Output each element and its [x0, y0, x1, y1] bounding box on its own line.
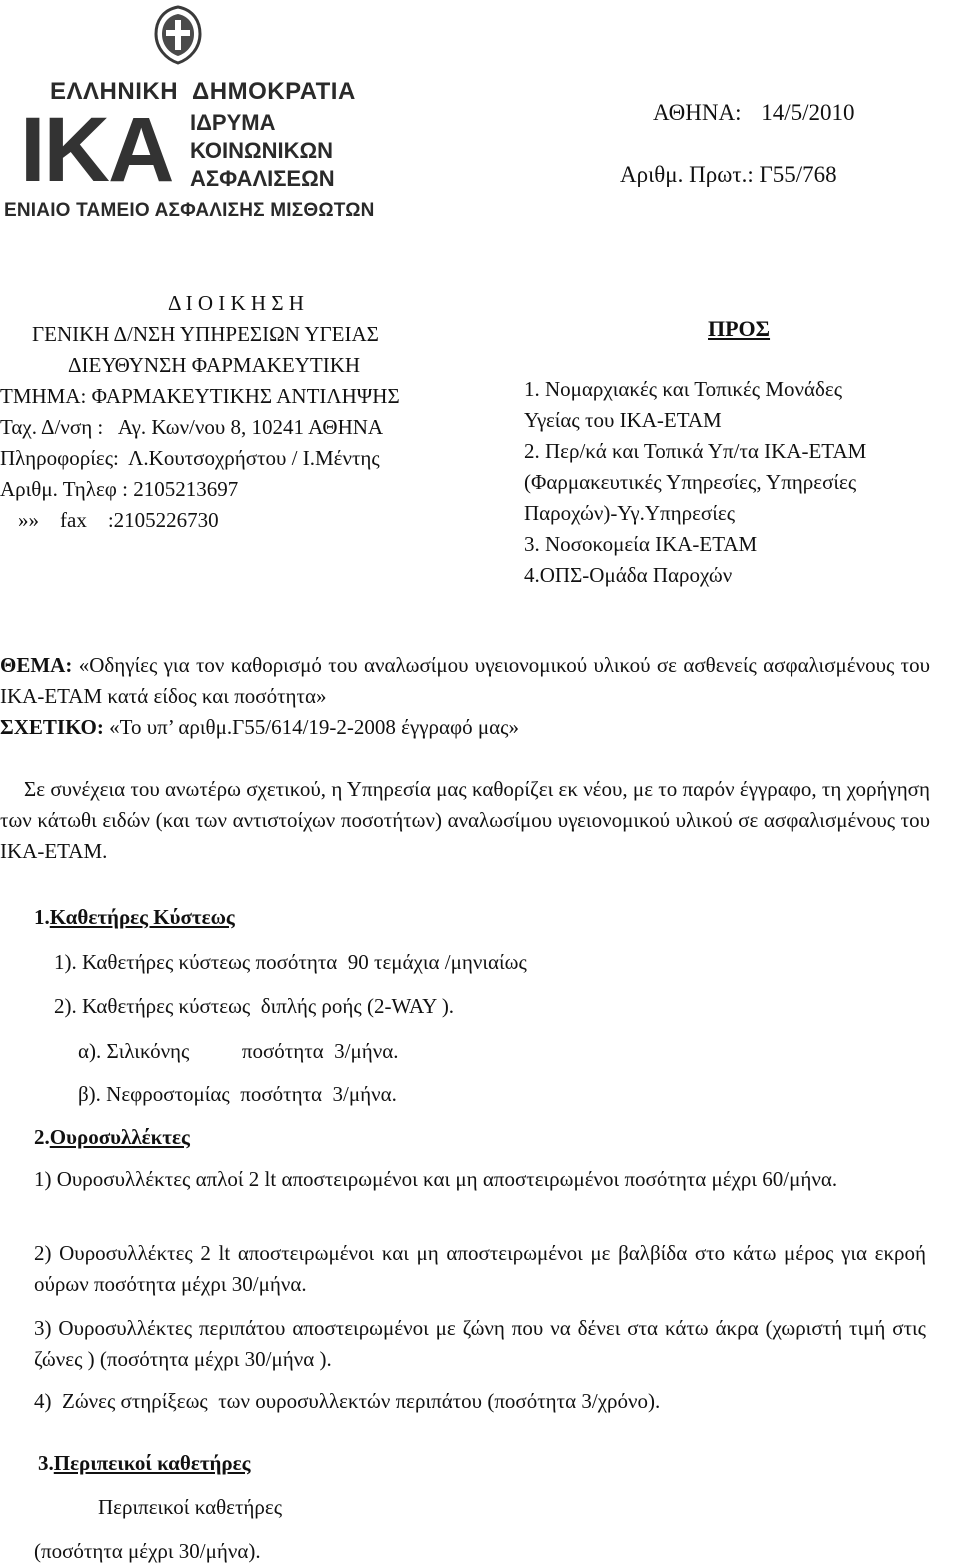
section3-line: Περιπεικοί καθετήρες [98, 1495, 283, 1519]
date-value: 14/5/2010 [761, 100, 855, 125]
section1-item: α). Σιλικόνης ποσότητα 3/μήνα. [78, 1039, 399, 1063]
recipient-line: Υγείας του ΙΚΑ-ΕΤΑΜ [524, 408, 722, 432]
recipients-heading: ΠΡΟΣ [708, 316, 771, 341]
protocol-number: Αριθμ. Πρωτ.: Γ55/768 [620, 162, 837, 187]
subject-text: «Οδηγίες για τον καθορισμό του αναλωσίμου υγειονομικού υλικού σε ασθενείς ασφαλισμένους του ΙΚΑ-ΕΤΑΜ κατά είδος και ποσότητα» [0, 653, 931, 708]
section1-item: 2). Καθετήρες κύστεως διπλής ροής (2-WAY ). [54, 994, 455, 1018]
section1-title: Καθετήρες Κύστεως [49, 905, 235, 929]
section2-item: 4) Ζώνες στηρίξεως των ουροσυλλεκτών περιπάτου (ποσότητα 3/χρόνο). [34, 1389, 661, 1413]
sender-line: Δ Ι Ο Ι Κ Η Σ Η [168, 291, 304, 315]
recipient-line: (Φαρμακευτικές Υπηρεσίες, Υπηρεσίες [524, 470, 857, 494]
section1-item: β). Νεφροστομίας ποσότητα 3/μήνα. [78, 1082, 397, 1106]
logo-line1: ΕΛΛΗΝΙΚΗ [50, 78, 179, 105]
subject-label: ΘΕΜΑ: [0, 653, 73, 677]
section3-heading [38, 1451, 251, 1476]
logo-org-line3: ΑΣΦΑΛΙΣΕΩΝ [190, 166, 335, 191]
section1-item: 1). Καθετήρες κύστεως ποσότητα 90 τεμάχια /μηνιαίως [54, 950, 527, 974]
section2-item: 3) Ουροσυλλέκτες περιπάτου αποστειρωμένοι με ζώνη που να δένει στα κάτω άκρα (χωριστή τιμή στις ζώνες ) (ποσότητα μέχρι 30/μήνα ). [34, 1316, 926, 1371]
sender-line: ΤΜΗΜΑ: ΦΑΡΜΑΚΕΥΤΙΚΗΣ ΑΝΤΙΛΗΨΗΣ [0, 384, 400, 408]
logo-org-line2: ΚΟΙΝΩΝΙΚΩΝ [190, 138, 334, 163]
section1-heading [34, 905, 235, 930]
date-label: ΑΘΗΝΑ: [653, 100, 742, 125]
logo-bottom: ΕΝΙΑΙΟ ΤΑΜΕΙΟ ΑΣΦΑΛΙΣΗΣ ΜΙΣΘΩΤΩΝ [4, 200, 375, 221]
sender-line: »» fax :2105226730 [18, 508, 219, 532]
coat-of-arms-icon [148, 4, 208, 66]
recipient-line: 3. Νοσοκομεία ΙΚΑ-ΕΤΑΜ [524, 532, 758, 556]
logo-ika: ΙΚΑ [20, 99, 173, 201]
section3-number: 3. [38, 1451, 54, 1475]
sender-line: Αριθμ. Τηλεφ : 2105213697 [0, 477, 239, 501]
section3-line: (ποσότητα μέχρι 30/μήνα). [34, 1539, 261, 1563]
section2-item: 1) Ουροσυλλέκτες απλοί 2 lt αποστειρωμένοι και μη αποστειρωμένοι ποσότητα μέχρι 60/μήνα. [34, 1167, 838, 1191]
org-logo [0, 0, 400, 230]
recipient-line: 2. Περ/κά και Τοπικά Υπ/τα ΙΚΑ-ΕΤΑΜ [524, 439, 867, 463]
section2-title: Ουροσυλλέκτες [49, 1125, 190, 1149]
section2-number: 2. [34, 1125, 50, 1149]
recipient-line: Παροχών)-Υγ.Υπηρεσίες [524, 501, 736, 525]
related-block [0, 712, 519, 743]
date-line [653, 100, 855, 126]
section1-number: 1. [34, 905, 50, 929]
logo-org-line1: ΙΔΡΥΜΑ [190, 110, 276, 135]
sender-line: ΔΙΕΥΘΥΝΣΗ ΦΑΡΜΑΚΕΥΤΙΚΗ [68, 353, 361, 377]
subject-block [0, 650, 930, 712]
section3-title: Περιπεικοί καθετήρες [53, 1451, 251, 1475]
sender-line: Ταχ. Δ/νση : Αγ. Κων/νου 8, 10241 ΑΘΗΝΑ [0, 415, 384, 439]
section2-heading [34, 1125, 190, 1150]
recipient-line: 1. Νομαρχιακές και Τοπικές Μονάδες [524, 377, 843, 401]
sender-line: Πληροφορίες: Λ.Κουτσοχρήστου / Ι.Μέντης [0, 446, 380, 470]
logo-line2: ΔΗΜΟΚΡΑΤΙΑ [192, 78, 356, 105]
intro-paragraph: Σε συνέχεια του ανωτέρω σχετικού, η Υπηρεσία μας καθορίζει εκ νέου, με το παρόν έγγραφο, τη χορήγηση των κάτωθι ειδών (και των αντιστοίχων ποσοτήτων) αναλωσίμου υγειονομικού υλικού σε ασφαλισμένους του ΙΚΑ-ΕΤΑΜ. [0, 777, 930, 863]
related-text: «Το υπ’ αριθμ.Γ55/614/19-2-2008 έγγραφό μας» [109, 715, 519, 739]
sender-line: ΓΕΝΙΚΗ Δ/ΝΣΗ ΥΠΗΡΕΣΙΩΝ ΥΓΕΙΑΣ [32, 322, 379, 346]
section2-item: 2) Ουροσυλλέκτες 2 lt αποστειρωμένοι και μη αποστειρωμένοι με βαλβίδα στο κάτω μέρος για εκροή ούρων ποσότητα μέχρι 30/μήνα. [34, 1241, 926, 1296]
recipient-line: 4.ΟΠΣ-Ομάδα Παροχών [524, 563, 733, 587]
related-label: ΣΧΕΤΙΚΟ: [0, 715, 104, 739]
